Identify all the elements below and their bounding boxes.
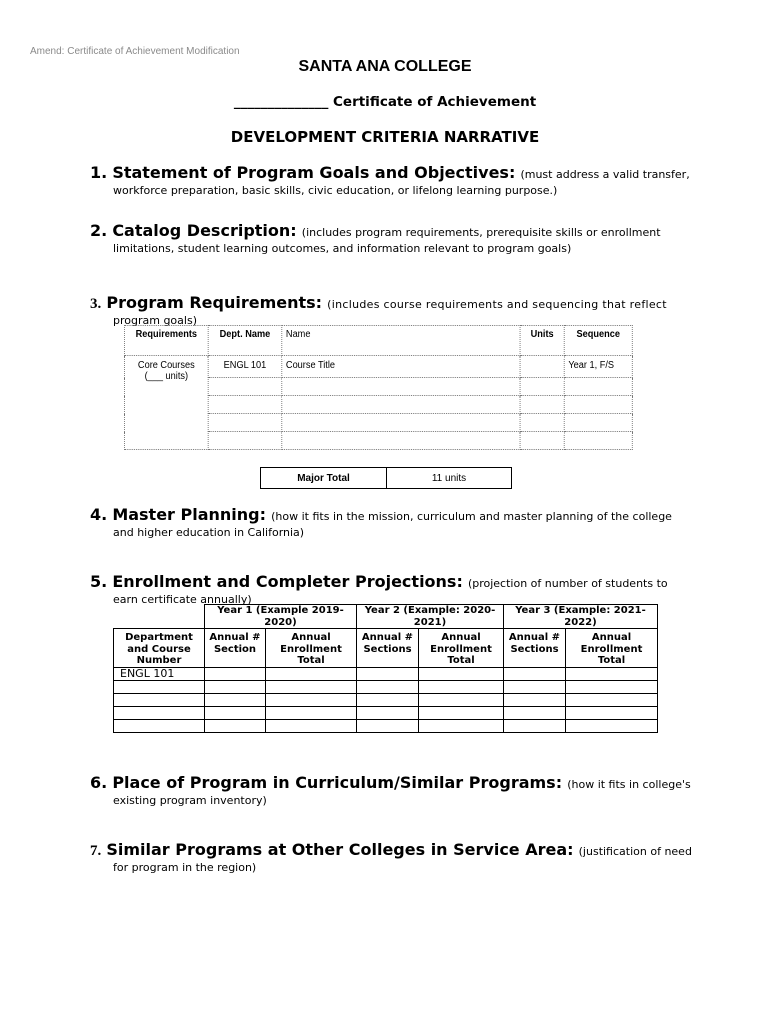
section-3 xyxy=(90,294,690,328)
section-title: Catalog Description: xyxy=(112,221,297,240)
section-description-cont: program goals) xyxy=(113,314,197,327)
certificate-title: ______________ Certificate of Achievement xyxy=(233,94,537,110)
column-header-row xyxy=(114,629,658,668)
year-1-sections-header: Annual # Section xyxy=(205,629,266,668)
major-total-label: Major Total xyxy=(261,468,387,488)
category-units: (___ units) xyxy=(144,371,189,382)
section-title: Place of Program in Curriculum/Similar Programs: xyxy=(112,773,563,792)
criteria-title: DEVELOPMENT CRITERIA NARRATIVE xyxy=(230,128,540,146)
course-number-cell: ENGL 101 xyxy=(114,667,205,680)
year-3-sections-header: Annual # Sections xyxy=(504,629,566,668)
table-header-row xyxy=(124,326,632,356)
year-header-row xyxy=(114,605,658,629)
year-2-sections-header: Annual # Sections xyxy=(357,629,419,668)
dept-cell: ENGL 101 xyxy=(208,356,282,378)
course-title-cell: Course Title xyxy=(282,356,520,378)
major-total-box xyxy=(260,467,512,489)
year-1-header: Year 1 (Example 2019-2020) xyxy=(205,605,357,629)
section-5 xyxy=(90,573,690,607)
section-description-cont: workforce preparation, basic skills, civic education, or lifelong learning purpose.) xyxy=(113,184,558,197)
section-6 xyxy=(90,774,690,808)
section-description: (justification of need xyxy=(578,845,692,858)
section-description-cont: limitations, student learning outcomes, and information relevant to program goals) xyxy=(113,242,572,255)
category-label: Core Courses xyxy=(137,360,195,371)
section-1 xyxy=(90,164,690,198)
amend-note: Amend: Certificate of Achievement Modification xyxy=(30,46,240,57)
section-description-cont: earn certificate annually) xyxy=(113,593,252,606)
section-description-cont: for program in the region) xyxy=(113,861,257,874)
header-name: Name xyxy=(282,326,520,356)
college-name: SANTA ANA COLLEGE xyxy=(298,58,472,75)
section-title: Master Planning: xyxy=(112,505,267,524)
section-description: (how it fits in the mission, curriculum and master planning of the college xyxy=(271,510,672,523)
table-row xyxy=(114,693,658,706)
table-row xyxy=(114,706,658,719)
section-description: (how it fits in college's xyxy=(567,778,691,791)
section-number: 2. xyxy=(90,221,108,240)
section-description: (projection of number of students to xyxy=(467,577,668,590)
section-7 xyxy=(90,841,690,875)
year-2-header: Year 2 (Example: 2020-2021) xyxy=(357,605,504,629)
table-row xyxy=(114,719,658,732)
header-sequence: Sequence xyxy=(564,326,632,356)
year-1-enrollment-header: Annual Enrollment Total xyxy=(266,629,357,668)
year-3-enrollment-header: Annual Enrollment Total xyxy=(566,629,658,668)
section-number: 4. xyxy=(90,505,108,524)
section-title: Similar Programs at Other Colleges in Service Area: xyxy=(106,840,574,859)
units-cell xyxy=(520,356,564,378)
section-4 xyxy=(90,506,690,540)
section-description: (must address a valid transfer, xyxy=(520,168,690,181)
header-requirements: Requirements xyxy=(124,326,208,356)
section-title: Enrollment and Completer Projections: xyxy=(112,572,463,591)
table-row xyxy=(114,667,658,680)
year-2-enrollment-header: Annual Enrollment Total xyxy=(419,629,504,668)
section-number: 1. xyxy=(90,163,108,182)
year-3-header: Year 3 (Example: 2021-2022) xyxy=(504,605,658,629)
section-description: (includes course requirements and sequencing that reflect xyxy=(327,298,667,311)
section-description: (includes program requirements, prerequisite skills or enrollment xyxy=(301,226,661,239)
section-title: Program Requirements: xyxy=(106,293,323,312)
category-cell xyxy=(124,356,208,450)
major-total-value: 11 units xyxy=(431,472,467,484)
section-description-cont: and higher education in California) xyxy=(113,526,305,539)
section-number: 3. xyxy=(90,296,102,312)
header-dept-name: Dept. Name xyxy=(208,326,282,356)
program-requirements-table xyxy=(124,325,633,450)
section-title: Statement of Program Goals and Objectives: xyxy=(112,163,516,182)
header-units: Units xyxy=(520,326,564,356)
section-description-cont: existing program inventory) xyxy=(113,794,267,807)
section-number: 7. xyxy=(90,843,102,859)
dept-course-header: Department and Course Number xyxy=(114,629,205,668)
sequence-cell: Year 1, F/S xyxy=(564,356,632,378)
section-number: 5. xyxy=(90,572,108,591)
table-row xyxy=(124,356,632,378)
section-number: 6. xyxy=(90,773,108,792)
table-row xyxy=(114,680,658,693)
section-2 xyxy=(90,222,690,256)
enrollment-projections-table xyxy=(113,604,658,733)
